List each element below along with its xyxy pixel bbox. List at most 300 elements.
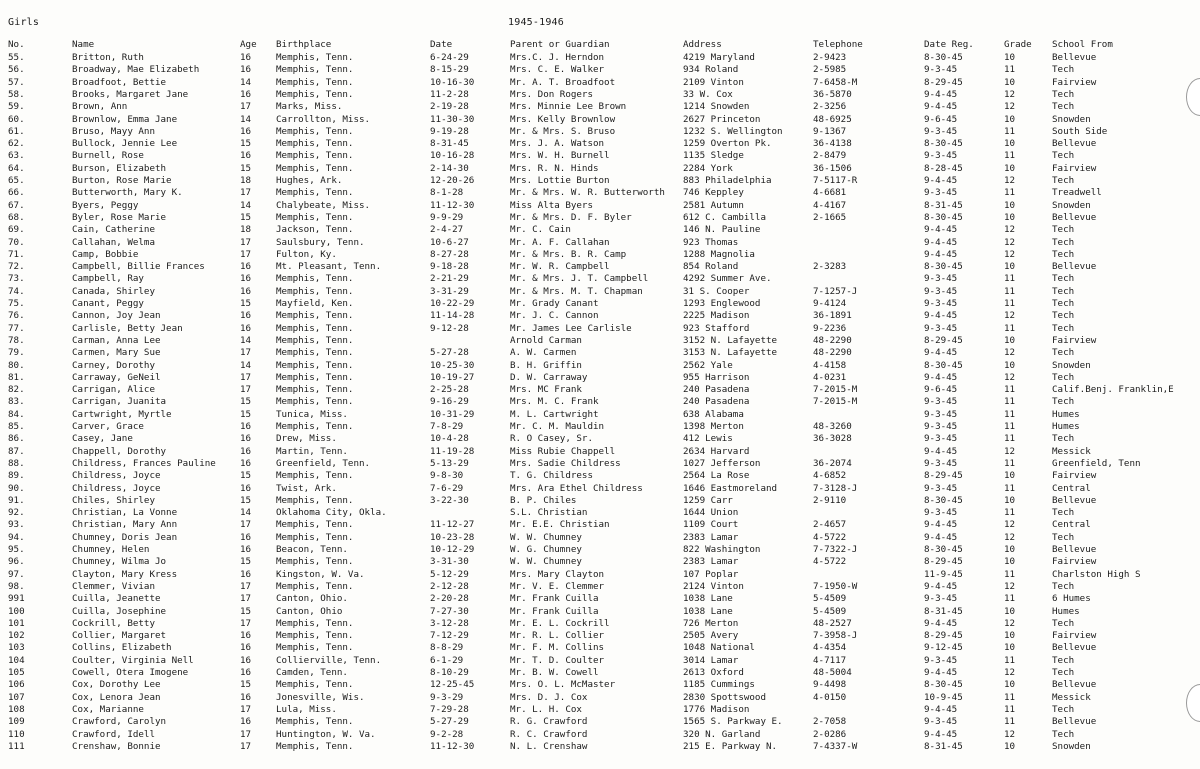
- cell-name: Canant, Peggy: [72, 298, 144, 309]
- cell-name: Carlisle, Betty Jean: [72, 322, 183, 334]
- cell-date: 10-22-29: [430, 298, 475, 309]
- table-row: [0, 569, 1200, 581]
- cell-grade: 12: [1004, 310, 1016, 322]
- cell-school: Tech: [1052, 617, 1075, 629]
- cell-school: Humes: [1052, 421, 1080, 432]
- cell-telephone: 2-3256: [813, 101, 847, 113]
- cell-date: 5-27-28: [430, 347, 469, 359]
- cell-no: 57.: [8, 76, 25, 88]
- cell-birthplace: Memphis, Tenn.: [276, 162, 354, 174]
- cell-birthplace: Memphis, Tenn.: [276, 580, 354, 592]
- cell-grade: 10: [1004, 113, 1016, 125]
- table-row: [0, 310, 1200, 322]
- cell-name: Childress, Joyce: [72, 470, 161, 482]
- cell-parent: Mrs. Don Rogers: [510, 88, 593, 100]
- cell-grade: 11: [1004, 482, 1016, 494]
- cell-age: 17: [240, 617, 252, 629]
- cell-name: Clemmer, Vivian: [72, 580, 155, 592]
- cell-telephone: 2-0286: [813, 728, 847, 740]
- cell-telephone: 7-1257-J: [813, 285, 858, 297]
- cell-school: Fairview: [1052, 470, 1097, 482]
- cell-school: Tech: [1052, 298, 1075, 309]
- cell-address: 2634 Harvard: [683, 445, 750, 457]
- cell-address: 1644 Union: [683, 507, 739, 519]
- cell-address: 1038 Lane: [683, 605, 733, 617]
- cell-school: Snowden: [1052, 199, 1091, 211]
- cell-telephone: 4-4158: [813, 359, 847, 371]
- cell-telephone: 5-4509: [813, 593, 847, 605]
- cell-date: 8-15-29: [430, 64, 469, 76]
- cell-no: 90.: [8, 482, 25, 494]
- cell-name: Childress, Joyce: [72, 482, 161, 494]
- cell-birthplace: Saulsbury, Tenn.: [276, 236, 365, 248]
- cell-birthplace: Memphis, Tenn.: [276, 76, 354, 88]
- cell-telephone: 2-4657: [813, 519, 847, 531]
- cell-date-reg: 9-3-45: [924, 457, 958, 469]
- cell-grade: 10: [1004, 76, 1016, 88]
- table-row: [0, 618, 1200, 630]
- cell-no: 97.: [8, 568, 25, 580]
- cell-date: 7-8-29: [430, 421, 464, 432]
- cell-parent: Mr. T. D. Coulter: [510, 654, 605, 666]
- cell-telephone: 7-7322-J: [813, 544, 858, 555]
- cell-date: 12-25-45: [430, 679, 475, 691]
- cell-parent: Mr. V. E. Clemmer: [510, 580, 605, 592]
- cell-age: 17: [240, 580, 252, 592]
- cell-school: Tech: [1052, 347, 1075, 359]
- cell-parent: Mr. Grady Canant: [510, 298, 599, 309]
- cell-date: 2-21-29: [430, 273, 469, 285]
- cell-date: 3-12-28: [430, 617, 469, 629]
- cell-parent: Mr. E. L. Cockrill: [510, 617, 610, 629]
- cell-birthplace: Memphis, Tenn.: [276, 384, 354, 396]
- cell-no: 67.: [8, 199, 25, 211]
- cell-date-reg: 9-3-45: [924, 654, 958, 666]
- cell-no: 59.: [8, 101, 25, 113]
- cell-name: Cannon, Joy Jean: [72, 310, 161, 322]
- cell-date-reg: 9-4-45: [924, 580, 958, 592]
- cell-telephone: 7-1950-W: [813, 580, 858, 592]
- cell-age: 15: [240, 494, 252, 506]
- cell-school: Bellevue: [1052, 642, 1097, 654]
- cell-date-reg: 8-30-45: [924, 359, 963, 371]
- cell-name: Coulter, Virginia Nell: [72, 654, 194, 666]
- cell-age: 16: [240, 88, 252, 100]
- cell-telephone: 9-4124: [813, 298, 847, 309]
- table-row: [0, 729, 1200, 741]
- cell-grade: 10: [1004, 334, 1016, 346]
- cell-telephone: 4-6681: [813, 187, 847, 199]
- cell-age: 15: [240, 408, 252, 420]
- cell-grade: 12: [1004, 236, 1016, 248]
- cell-no: 80.: [8, 359, 25, 371]
- cell-telephone: 2-9423: [813, 52, 847, 63]
- table-row: [0, 64, 1200, 76]
- cell-date-reg: 8-29-45: [924, 470, 963, 482]
- cell-no: 110: [8, 728, 25, 740]
- cell-name: Casey, Jane: [72, 433, 133, 445]
- cell-date-reg: 9-3-45: [924, 125, 958, 137]
- table-row: [0, 163, 1200, 175]
- cell-grade: 11: [1004, 322, 1016, 334]
- cell-name: Chumney, Doris Jean: [72, 531, 178, 543]
- cell-date: 8-27-28: [430, 248, 469, 260]
- cell-age: 17: [240, 347, 252, 359]
- cell-name: Bruso, Mayy Ann: [72, 125, 155, 137]
- column-header-parent: Parent or Guardian: [510, 39, 610, 50]
- column-header-date-reg: Date Reg.: [924, 39, 974, 50]
- cell-address: 2284 York: [683, 162, 733, 174]
- cell-name: Broadfoot, Bettie: [72, 76, 167, 88]
- cell-address: 240 Pasadena: [683, 396, 750, 408]
- cell-date-reg: 9-4-45: [924, 371, 958, 383]
- cell-date: 6-1-29: [430, 654, 464, 666]
- cell-name: Carrigan, Alice: [72, 384, 155, 396]
- cell-date: 2-14-30: [430, 162, 469, 174]
- cell-telephone: 4-6852: [813, 470, 847, 482]
- table-row: [0, 323, 1200, 335]
- cell-school: Bellevue: [1052, 261, 1097, 273]
- cell-date-reg: 8-30-45: [924, 494, 963, 506]
- cell-telephone: 5-4509: [813, 605, 847, 617]
- cell-age: 16: [240, 421, 252, 432]
- cell-date: 10-25-30: [430, 359, 475, 371]
- cell-birthplace: Beacon, Tenn.: [276, 544, 348, 555]
- cell-birthplace: Chalybeate, Miss.: [276, 199, 371, 211]
- cell-date-reg: 9-12-45: [924, 642, 963, 654]
- cell-telephone: 2-3283: [813, 261, 847, 273]
- cell-age: 17: [240, 519, 252, 531]
- cell-grade: 12: [1004, 88, 1016, 100]
- table-row: [0, 483, 1200, 495]
- cell-birthplace: Memphis, Tenn.: [276, 396, 354, 408]
- cell-name: Chumney, Wilma Jo: [72, 556, 167, 568]
- cell-birthplace: Drew, Miss.: [276, 433, 337, 445]
- cell-address: 2225 Madison: [683, 310, 750, 322]
- cell-date-reg: 8-31-45: [924, 199, 963, 211]
- cell-birthplace: Huntington, W. Va.: [276, 728, 376, 740]
- cell-parent: Mr. Frank Cuilla: [510, 605, 599, 617]
- table-row: [0, 335, 1200, 347]
- cell-date: 10-12-29: [430, 544, 475, 555]
- cell-date-reg: 9-4-45: [924, 531, 958, 543]
- cell-name: Bullock, Jennie Lee: [72, 138, 178, 150]
- cell-telephone: 4-4167: [813, 199, 847, 211]
- table-row: [0, 507, 1200, 519]
- cell-no: 75.: [8, 298, 25, 309]
- table-row: [0, 150, 1200, 162]
- cell-date-reg: 9-4-45: [924, 617, 958, 629]
- cell-date-reg: 9-3-45: [924, 482, 958, 494]
- cell-address: 4219 Maryland: [683, 52, 755, 63]
- cell-date-reg: 9-4-45: [924, 728, 958, 740]
- cell-name: Chappell, Dorothy: [72, 445, 167, 457]
- cell-parent: Mr. B. W. Cowell: [510, 667, 599, 678]
- cell-address: 2505 Avery: [683, 630, 739, 642]
- cell-age: 16: [240, 52, 252, 63]
- cell-birthplace: Memphis, Tenn.: [276, 322, 354, 334]
- cell-birthplace: Mayfield, Ken.: [276, 298, 354, 309]
- cell-date-reg: 9-3-45: [924, 433, 958, 445]
- cell-grade: 12: [1004, 347, 1016, 359]
- cell-parent: Mr. C. Cain: [510, 224, 571, 236]
- cell-birthplace: Greenfield, Tenn.: [276, 457, 371, 469]
- cell-age: 15: [240, 605, 252, 617]
- cell-date: 7-29-28: [430, 703, 469, 715]
- cell-birthplace: Memphis, Tenn.: [276, 359, 354, 371]
- cell-date-reg: 9-3-45: [924, 716, 958, 728]
- cell-grade: 10: [1004, 630, 1016, 642]
- cell-age: 14: [240, 76, 252, 88]
- cell-date: 9-9-29: [430, 211, 464, 223]
- cell-no: 105: [8, 667, 25, 678]
- cell-date-reg: 8-30-45: [924, 261, 963, 273]
- cell-date: 11-30-30: [430, 113, 475, 125]
- table-row: [0, 249, 1200, 261]
- cell-no: 69.: [8, 224, 25, 236]
- cell-birthplace: Memphis, Tenn.: [276, 531, 354, 543]
- cell-date-reg: 10-9-45: [924, 691, 963, 703]
- cell-parent: Mr. & Mrs. M. T. Chapman: [510, 285, 643, 297]
- cell-address: 2581 Autumn: [683, 199, 744, 211]
- cell-telephone: 36-4138: [813, 138, 852, 150]
- cell-telephone: 48-5004: [813, 667, 852, 678]
- cell-date-reg: 9-4-45: [924, 236, 958, 248]
- cell-no: 92.: [8, 507, 25, 519]
- column-header-date: Date: [430, 39, 453, 50]
- cell-telephone: 36-5870: [813, 88, 852, 100]
- cell-school: Tech: [1052, 150, 1075, 162]
- cell-name: Cain, Catherine: [72, 224, 155, 236]
- cell-school: Calif.Benj. Franklin,E: [1052, 384, 1174, 396]
- cell-birthplace: Collierville, Tenn.: [276, 654, 382, 666]
- table-row: [0, 187, 1200, 199]
- cell-date: 10-6-27: [430, 236, 469, 248]
- cell-age: 17: [240, 236, 252, 248]
- cell-address: 1185 Cummings: [683, 679, 755, 691]
- cell-date: 9-18-28: [430, 261, 469, 273]
- column-header-grade: Grade: [1004, 39, 1032, 50]
- cell-no: 71.: [8, 248, 25, 260]
- cell-school: 6 Humes: [1052, 593, 1091, 605]
- table-row: [0, 679, 1200, 691]
- cell-no: 78.: [8, 334, 25, 346]
- table-row: [0, 409, 1200, 421]
- cell-school: Tech: [1052, 507, 1075, 519]
- table-row: [0, 716, 1200, 728]
- column-header-school: School From: [1052, 39, 1113, 50]
- cell-date-reg: 9-4-45: [924, 88, 958, 100]
- cell-parent: R. G. Crawford: [510, 716, 588, 728]
- cell-telephone: 36-3028: [813, 433, 852, 445]
- cell-telephone: 48-6925: [813, 113, 852, 125]
- cell-date: 5-13-29: [430, 457, 469, 469]
- cell-age: 17: [240, 703, 252, 715]
- cell-parent: T. G. Childress: [510, 470, 593, 482]
- cell-parent: Miss Alta Byers: [510, 199, 593, 211]
- cell-no: 102: [8, 630, 25, 642]
- table-row: [0, 273, 1200, 285]
- cell-name: Camp, Bobbie: [72, 248, 139, 260]
- cell-date-reg: 9-3-45: [924, 273, 958, 285]
- cell-name: Carraway, GeNeil: [72, 371, 161, 383]
- cell-grade: 12: [1004, 580, 1016, 592]
- cell-date: 8-10-29: [430, 667, 469, 678]
- sheet-year: 1945-1946: [508, 17, 564, 28]
- cell-parent: R. O Casey, Sr.: [510, 433, 593, 445]
- cell-birthplace: Carrollton, Miss.: [276, 113, 371, 125]
- cell-telephone: 4-5722: [813, 556, 847, 568]
- cell-address: 934 Roland: [683, 64, 739, 76]
- cell-address: 107 Poplar: [683, 568, 739, 580]
- cell-no: 60.: [8, 113, 25, 125]
- cell-birthplace: Fulton, Ky.: [276, 248, 337, 260]
- cell-date-reg: 9-3-45: [924, 396, 958, 408]
- cell-school: Tech: [1052, 248, 1075, 260]
- cell-address: 4292 Summer Ave.: [683, 273, 772, 285]
- cell-age: 16: [240, 691, 252, 703]
- cell-date: 9-16-29: [430, 396, 469, 408]
- cell-date: 2-19-28: [430, 101, 469, 113]
- cell-grade: 11: [1004, 457, 1016, 469]
- cell-telephone: 7-2015-M: [813, 396, 858, 408]
- cell-telephone: 7-6458-M: [813, 76, 858, 88]
- cell-birthplace: Memphis, Tenn.: [276, 740, 354, 752]
- cell-grade: 10: [1004, 359, 1016, 371]
- cell-telephone: 48-2290: [813, 347, 852, 359]
- cell-date: 7-12-29: [430, 630, 469, 642]
- cell-school: Tech: [1052, 667, 1075, 678]
- cell-no: 62.: [8, 138, 25, 150]
- cell-school: Greenfield, Tenn: [1052, 457, 1141, 469]
- cell-grade: 10: [1004, 261, 1016, 273]
- cell-grade: 12: [1004, 371, 1016, 383]
- cell-no: 94.: [8, 531, 25, 543]
- cell-telephone: 36-1891: [813, 310, 852, 322]
- cell-date: 11-12-30: [430, 199, 475, 211]
- cell-age: 16: [240, 716, 252, 728]
- cell-school: Fairview: [1052, 334, 1097, 346]
- cell-date-reg: 8-29-45: [924, 334, 963, 346]
- cell-age: 14: [240, 199, 252, 211]
- cell-school: Treadwell: [1052, 187, 1102, 199]
- cell-date: 8-1-28: [430, 187, 464, 199]
- cell-school: Bellevue: [1052, 52, 1097, 63]
- cell-age: 16: [240, 445, 252, 457]
- cell-grade: 11: [1004, 298, 1016, 309]
- cell-parent: Mrs. O. L. McMaster: [510, 679, 616, 691]
- cell-address: 31 S. Cooper: [683, 285, 750, 297]
- cell-parent: Mr. W. R. Campbell: [510, 261, 610, 273]
- cell-grade: 11: [1004, 384, 1016, 396]
- cell-no: 100: [8, 605, 25, 617]
- cell-no: 88.: [8, 457, 25, 469]
- cell-date: 9-3-29: [430, 691, 464, 703]
- column-header-address: Address: [683, 39, 722, 50]
- cell-grade: 10: [1004, 679, 1016, 691]
- cell-grade: 12: [1004, 445, 1016, 457]
- cell-birthplace: Memphis, Tenn.: [276, 371, 354, 383]
- cell-date-reg: 9-6-45: [924, 384, 958, 396]
- cell-name: Crawford, Idell: [72, 728, 155, 740]
- cell-address: 1038 Lane: [683, 593, 733, 605]
- cell-birthplace: Memphis, Tenn.: [276, 494, 354, 506]
- cell-name: Carrigan, Juanita: [72, 396, 167, 408]
- cell-grade: 11: [1004, 568, 1016, 580]
- cell-grade: 10: [1004, 556, 1016, 568]
- cell-name: Carney, Dorothy: [72, 359, 155, 371]
- cell-parent: Miss Rubie Chappell: [510, 445, 616, 457]
- cell-birthplace: Jackson, Tenn.: [276, 224, 354, 236]
- table-row: [0, 655, 1200, 667]
- cell-telephone: 4-5722: [813, 531, 847, 543]
- cell-no: 96.: [8, 556, 25, 568]
- cell-address: 2564 La Rose: [683, 470, 750, 482]
- cell-parent: Mrs. D. J. Cox: [510, 691, 588, 703]
- cell-no: 104: [8, 654, 25, 666]
- cell-telephone: 9-1367: [813, 125, 847, 137]
- cell-birthplace: Memphis, Tenn.: [276, 630, 354, 642]
- cell-age: 15: [240, 211, 252, 223]
- cell-date: 7-6-29: [430, 482, 464, 494]
- cell-date-reg: 9-3-45: [924, 187, 958, 199]
- table-row: [0, 741, 1200, 753]
- cell-age: 15: [240, 162, 252, 174]
- cell-address: 1048 National: [683, 642, 755, 654]
- cell-no: 103: [8, 642, 25, 654]
- cell-date-reg: 9-3-45: [924, 408, 958, 420]
- cell-age: 17: [240, 593, 252, 605]
- cell-age: 16: [240, 273, 252, 285]
- cell-age: 16: [240, 125, 252, 137]
- cell-parent: R. C. Crawford: [510, 728, 588, 740]
- cell-parent: Mr. F. M. Collins: [510, 642, 605, 654]
- table-row: [0, 175, 1200, 187]
- cell-telephone: 4-7117: [813, 654, 847, 666]
- table-row: [0, 396, 1200, 408]
- cell-birthplace: Memphis, Tenn.: [276, 556, 354, 568]
- cell-date-reg: 9-4-45: [924, 519, 958, 531]
- cell-address: 726 Merton: [683, 617, 739, 629]
- cell-parent: Mrs. Mary Clayton: [510, 568, 605, 580]
- cell-grade: 11: [1004, 64, 1016, 76]
- cell-parent: Mrs. Lottie Burton: [510, 175, 610, 186]
- cell-grade: 11: [1004, 273, 1016, 285]
- cell-address: 33 W. Cox: [683, 88, 733, 100]
- cell-school: Humes: [1052, 408, 1080, 420]
- cell-address: 2124 Vinton: [683, 580, 744, 592]
- cell-name: Callahan, Welma: [72, 236, 155, 248]
- cell-school: Tech: [1052, 703, 1075, 715]
- table-row: [0, 495, 1200, 507]
- cell-address: 3152 N. Lafayette: [683, 334, 778, 346]
- cell-grade: 10: [1004, 138, 1016, 150]
- cell-grade: 11: [1004, 125, 1016, 137]
- cell-grade: 12: [1004, 224, 1016, 236]
- cell-name: Carver, Grace: [72, 421, 144, 432]
- cell-no: 86.: [8, 433, 25, 445]
- cell-parent: D. W. Carraway: [510, 371, 588, 383]
- cell-date-reg: 9-4-45: [924, 347, 958, 359]
- cell-age: 17: [240, 384, 252, 396]
- cell-parent: Mr. & Mrs. W. R. Butterworth: [510, 187, 665, 199]
- cell-parent: Mrs.C. J. Herndon: [510, 52, 605, 63]
- cell-birthplace: Canton, Ohio: [276, 605, 343, 617]
- cell-grade: 12: [1004, 531, 1016, 543]
- table-row: [0, 237, 1200, 249]
- cell-no: 98.: [8, 580, 25, 592]
- cell-age: 16: [240, 64, 252, 76]
